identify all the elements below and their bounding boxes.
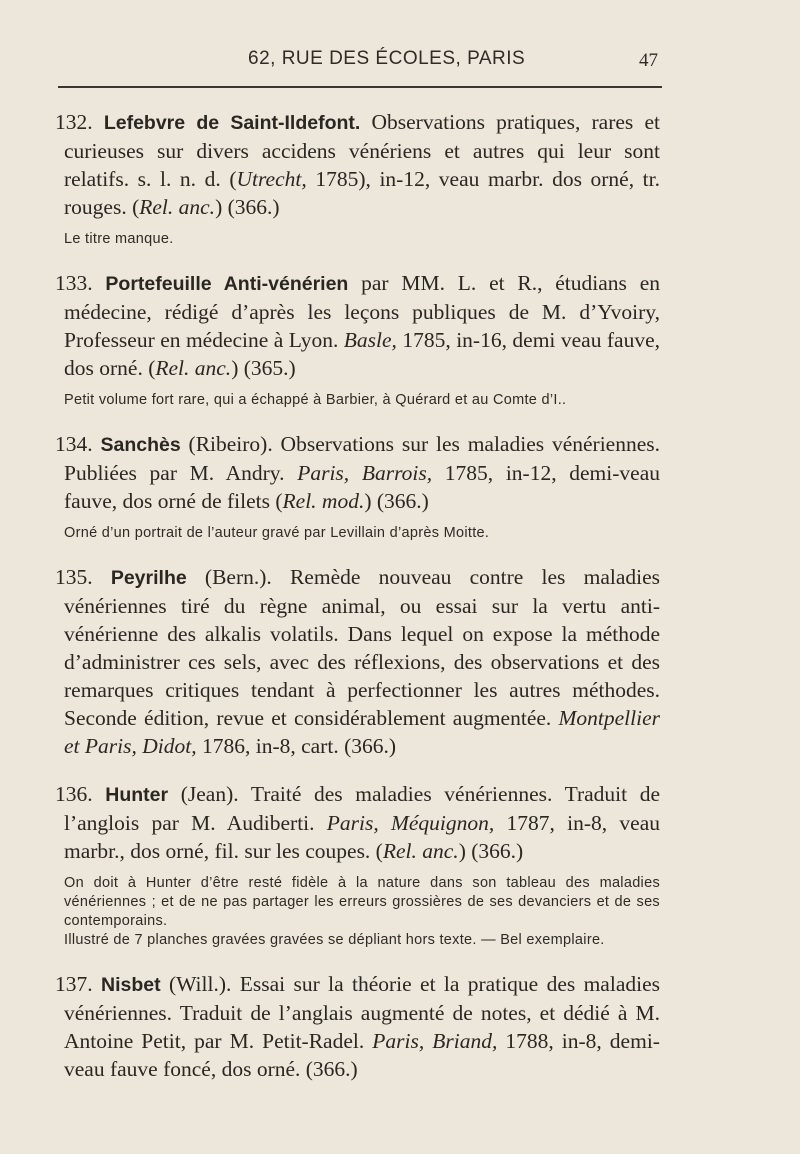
entry-note: On doit à Hunter d’être resté fidèle à la nature dans son tableau des maladies vénériennes ; et de ne pas partager les erreurs grossières de ses devanciers et de ses contemporains. <box>64 875 660 929</box>
entry-note: Le titre manque. <box>64 231 174 247</box>
entry-number: 136. <box>55 782 93 806</box>
running-title: 62, RUE DES ÉCOLES, PARIS <box>248 48 526 69</box>
entry-133 <box>55 269 661 410</box>
entry-text: 136. Hunter (Jean). Traité des maladies vénériennes. Traduit de l’anglois par M. Audiberti. Paris, Méquignon, 1787, in-8, veau marbr., dos orné, fil. sur les coupes. (Rel. anc.) (366.) <box>55 782 661 863</box>
entry-author: Sanchès <box>100 434 181 456</box>
entry-136 <box>55 780 661 950</box>
entry-author: Portefeuille Anti-vénérien <box>105 273 349 295</box>
page-header <box>0 48 800 78</box>
entry-list <box>55 108 661 1103</box>
entry-note: Orné d’un portrait de l’auteur gravé par Levillain d’après Moitte. <box>64 525 490 541</box>
entry-author: Nisbet <box>100 974 161 996</box>
page-number: 47 <box>639 50 658 71</box>
entry-note: Petit volume fort rare, qui a échappé à Barbier, à Quérard et au Comte d’I.. <box>64 392 567 408</box>
entry-number: 137. <box>55 972 93 996</box>
entry-text: 135. Peyrilhe (Bern.). Remède nouveau contre les maladies vénériennes tiré du règne animal, ou essai sur la vertu anti-vénérienne des alkalis volatils. Dans lequel on expose la méthode d’administrer ces sels, avec des réflexions, des observations et des remarques critiques tendant à perfectionner les autres méthodes. Seconde édition, revue et considérablement augmentée. Montpellier et Paris, Didot, 1786, in-8, cart. (366.) <box>55 565 661 758</box>
entry-author: Hunter <box>105 784 169 806</box>
entry-note: Illustré de 7 planches gravées gravées se dépliant hors texte. — Bel exemplaire. <box>64 932 605 948</box>
entry-text: 137. Nisbet (Will.). Essai sur la théorie et la pratique des maladies vénériennes. Traduit de l’anglais augmenté de notes, et dédié à M. Antoine Petit, par M. Petit-Radel. Paris, Briand, 1788, in-8, demi-veau fauve foncé, dos orné. (366.) <box>55 972 660 1081</box>
entry-134 <box>55 430 660 543</box>
entry-text: 133. Portefeuille Anti-vénérien par MM. L. et R., étudians en médecine, rédigé d’après les leçons publiques de M. d’Yvoiry, Professeur en médecine à Lyon. Basle, 1785, in-16, demi veau fauve, dos orné. (Rel. anc.) (365.) <box>55 271 661 380</box>
entry-author: Lefebvre de Saint-Ildefont. <box>103 112 361 134</box>
entry-137 <box>55 970 660 1083</box>
entry-number: 135. <box>55 565 93 589</box>
entry-135 <box>55 563 661 760</box>
entry-number: 134. <box>55 432 93 456</box>
entry-number: 132. <box>55 110 93 134</box>
entry-text: 134. Sanchès (Ribeiro). Observations sur les maladies vénériennes. Publiées par M. Andry. Paris, Barrois, 1785, in-12, demi-veau fauve, dos orné de filets (Rel. mod.) (366.) <box>55 432 660 513</box>
entry-number: 133. <box>55 271 93 295</box>
entry-text: 132. Lefebvre de Saint-Ildefont. Observations pratiques, rares et curieuses sur divers accidens vénériens et autres qui leur sont relatifs. s. l. n. d. (Utrecht, 1785), in-12, veau marbr. dos orné, tr. rouges. (Rel. anc.) (366.) <box>55 110 660 219</box>
entry-author: Peyrilhe <box>110 567 187 589</box>
entry-132 <box>55 108 660 249</box>
header-rule <box>58 86 662 88</box>
